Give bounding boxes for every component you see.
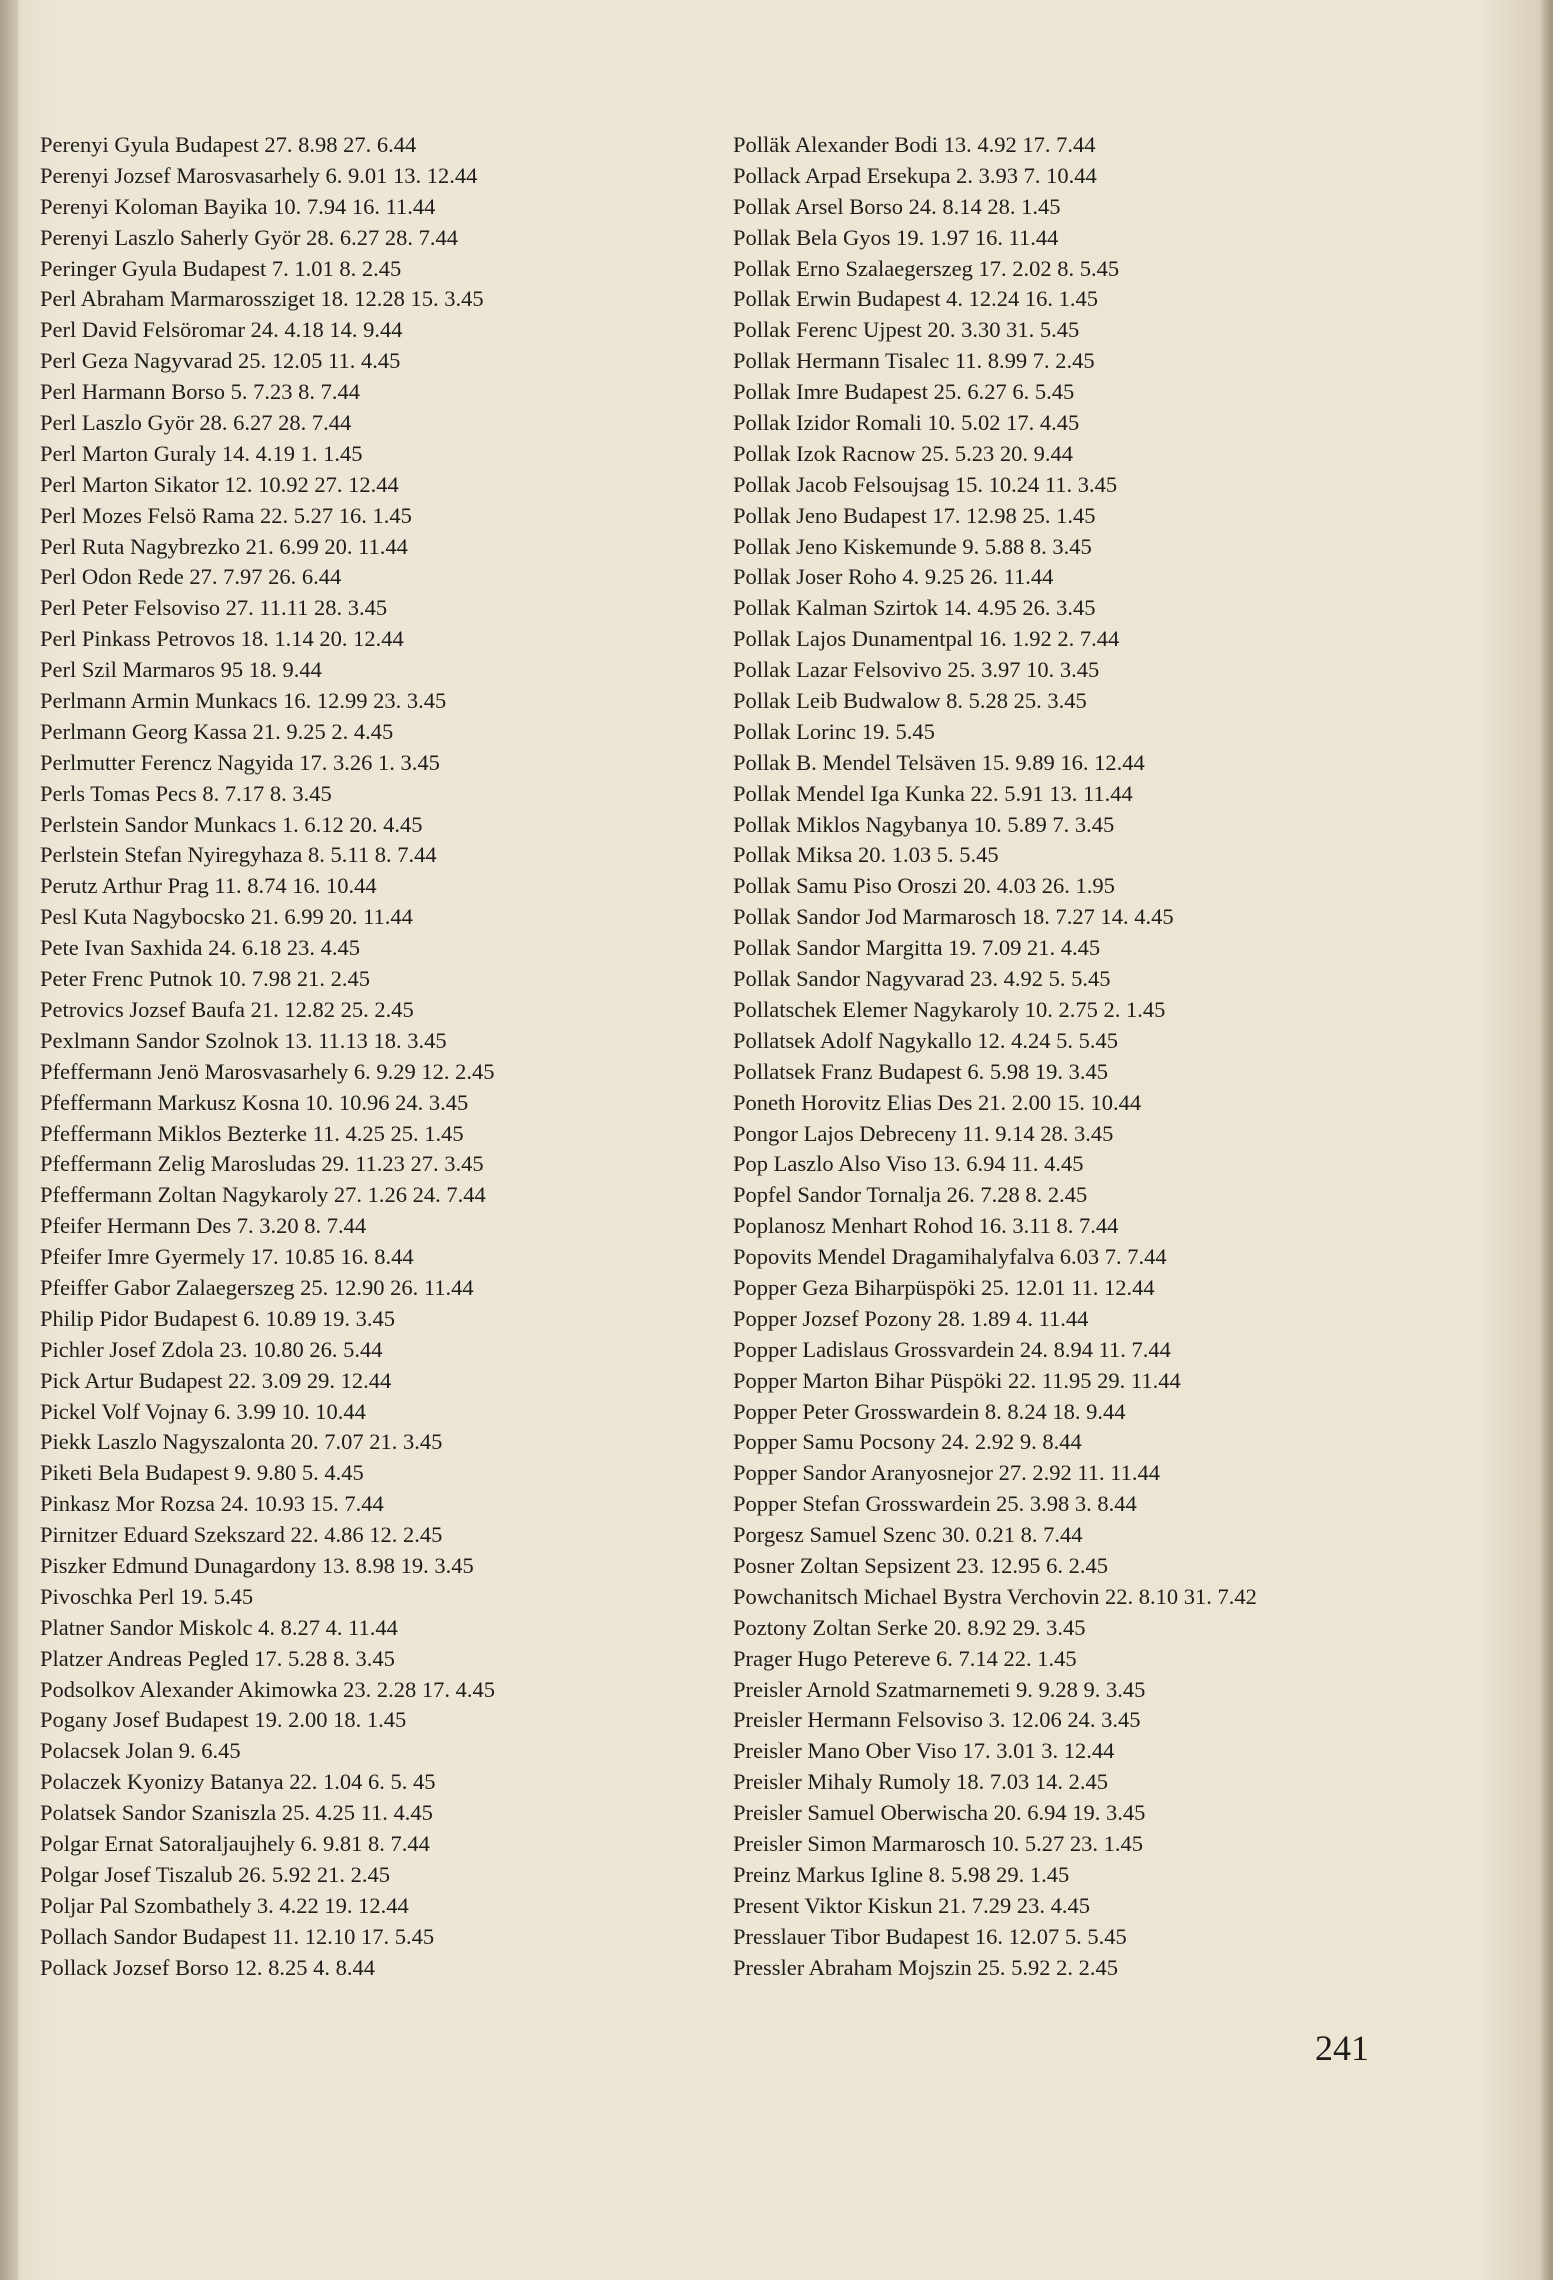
list-item: Peringer Gyula Budapest 7. 1.01 8. 2.45	[40, 255, 402, 281]
list-item: Popper Peter Grosswardein 8. 8.24 18. 9.44	[733, 1398, 1126, 1424]
list-item: Perenyi Koloman Bayika 10. 7.94 16. 11.44	[40, 193, 436, 219]
list-item: Poljar Pal Szombathely 3. 4.22 19. 12.44	[40, 1892, 409, 1918]
page-edge	[1539, 0, 1553, 2280]
list-item: Pfeifer Imre Gyermely 17. 10.85 16. 8.44	[40, 1244, 414, 1270]
list-item: Preisler Simon Marmarosch 10. 5.27 23. 1.45	[733, 1830, 1143, 1856]
list-item: Perl Geza Nagyvarad 25. 12.05 11. 4.45	[40, 348, 401, 374]
spine-shadow	[0, 0, 18, 2280]
list-item: Perl Mozes Felsö Rama 22. 5.27 16. 1.45	[40, 502, 412, 528]
list-item: Pivoschka Perl 19. 5.45	[40, 1583, 254, 1609]
list-item: Pfeffermann Markusz Kosna 10. 10.96 24. 3.45	[40, 1089, 469, 1115]
list-item: Preisler Samuel Oberwischa 20. 6.94 19. 3.45	[733, 1800, 1146, 1826]
list-item: Popfel Sandor Tornalja 26. 7.28 8. 2.45	[733, 1182, 1088, 1208]
list-item: Perlstein Sandor Munkacs 1. 6.12 20. 4.45	[40, 811, 423, 837]
list-item: Pollak Imre Budapest 25. 6.27 6. 5.45	[733, 379, 1075, 405]
list-item: Pollak Miksa 20. 1.03 5. 5.45	[733, 842, 999, 868]
list-item: Podsolkov Alexander Akimowka 23. 2.28 17. 4.45	[40, 1676, 495, 1702]
list-item: Pirnitzer Eduard Szekszard 22. 4.86 12. 2.45	[40, 1522, 443, 1548]
list-item: Perl Szil Marmaros 95 18. 9.44	[40, 657, 322, 683]
list-item: Piketi Bela Budapest 9. 9.80 5. 4.45	[40, 1460, 364, 1486]
list-item: Pexlmann Sandor Szolnok 13. 11.13 18. 3.45	[40, 1027, 447, 1053]
list-item: Perl David Felsöromar 24. 4.18 14. 9.44	[40, 317, 403, 343]
list-item: Polacsek Jolan 9. 6.45	[40, 1738, 241, 1764]
list-item: Preisler Arnold Szatmarnemeti 9. 9.28 9. 3.45	[733, 1676, 1146, 1702]
list-item: Pfeffermann Jenö Marosvasarhely 6. 9.29 12. 2.45	[40, 1058, 495, 1084]
list-item: Polläk Alexander Bodi 13. 4.92 17. 7.44	[733, 132, 1096, 157]
list-item: Powchanitsch Michael Bystra Verchovin 22. 8.10 31. 7.42	[733, 1583, 1257, 1609]
list-item: Preisler Mihaly Rumoly 18. 7.03 14. 2.45	[733, 1769, 1108, 1795]
list-item: Preisler Mano Ober Viso 17. 3.01 3. 12.44	[733, 1738, 1115, 1764]
list-item: Peter Frenc Putnok 10. 7.98 21. 2.45	[40, 966, 370, 992]
list-item: Pollak Jeno Kiskemunde 9. 5.88 8. 3.45	[733, 533, 1092, 559]
list-item: Posner Zoltan Sepsizent 23. 12.95 6. 2.45	[733, 1552, 1108, 1578]
list-item: Perl Odon Rede 27. 7.97 26. 6.44	[40, 564, 342, 590]
list-item: Pesl Kuta Nagybocsko 21. 6.99 20. 11.44	[40, 904, 413, 930]
list-item: Perl Laszlo Györ 28. 6.27 28. 7.44	[40, 410, 352, 436]
list-item: Pfeffermann Zelig Marosludas 29. 11.23 27. 3.45	[40, 1151, 484, 1177]
list-item: Pollak Arsel Borso 24. 8.14 28. 1.45	[733, 193, 1061, 219]
list-item: Pollak Samu Piso Oroszi 20. 4.03 26. 1.95	[733, 873, 1115, 899]
list-item: Perl Pinkass Petrovos 18. 1.14 20. 12.44	[40, 626, 404, 652]
list-item: Preinz Markus Igline 8. 5.98 29. 1.45	[733, 1861, 1070, 1887]
list-item: Pongor Lajos Debreceny 11. 9.14 28. 3.45	[733, 1120, 1114, 1146]
list-item: Polaczek Kyonizy Batanya 22. 1.04 6. 5. 45	[40, 1769, 436, 1795]
list-item: Pressler Abraham Mojszin 25. 5.92 2. 2.45	[733, 1954, 1118, 1980]
list-item: Perenyi Gyula Budapest 27. 8.98 27. 6.44	[40, 132, 417, 157]
list-item: Perl Peter Felsoviso 27. 11.11 28. 3.45	[40, 595, 388, 621]
list-item: Pollak Lazar Felsovivo 25. 3.97 10. 3.45	[733, 657, 1100, 683]
list-item: Pick Artur Budapest 22. 3.09 29. 12.44	[40, 1367, 392, 1393]
list-item: Pollak Jeno Budapest 17. 12.98 25. 1.45	[733, 502, 1096, 528]
list-item: Platner Sandor Miskolc 4. 8.27 4. 11.44	[40, 1614, 398, 1640]
list-item: Pollack Jozsef Borso 12. 8.25 4. 8.44	[40, 1954, 375, 1980]
list-item: Pfeffermann Zoltan Nagykaroly 27. 1.26 24. 7.44	[40, 1182, 486, 1208]
list-item: Perlstein Stefan Nyiregyhaza 8. 5.11 8. 7.44	[40, 842, 437, 868]
list-item: Philip Pidor Budapest 6. 10.89 19. 3.45	[40, 1305, 396, 1331]
list-item: Piekk Laszlo Nagyszalonta 20. 7.07 21. 3.45	[40, 1429, 443, 1455]
list-item: Prager Hugo Petereve 6. 7.14 22. 1.45	[733, 1645, 1077, 1671]
list-item: Perenyi Laszlo Saherly Györ 28. 6.27 28. 7.44	[40, 224, 459, 250]
list-item: Perl Ruta Nagybrezko 21. 6.99 20. 11.44	[40, 533, 408, 559]
list-item: Pinkasz Mor Rozsa 24. 10.93 15. 7.44	[40, 1491, 384, 1517]
list-item: Pollak Erno Szalaegerszeg 17. 2.02 8. 5.45	[733, 255, 1120, 281]
list-item: Pollak Joser Roho 4. 9.25 26. 11.44	[733, 564, 1054, 590]
list-item: Pfeiffer Gabor Zalaegerszeg 25. 12.90 26. 11.44	[40, 1274, 474, 1300]
list-item: Pfeifer Hermann Des 7. 3.20 8. 7.44	[40, 1213, 367, 1239]
list-item: Pollak Lajos Dunamentpal 16. 1.92 2. 7.44	[733, 626, 1120, 652]
list-item: Pfeffermann Miklos Bezterke 11. 4.25 25. 1.45	[40, 1120, 464, 1146]
list-item: Porgesz Samuel Szenc 30. 0.21 8. 7.44	[733, 1522, 1083, 1548]
list-item: Pop Laszlo Also Viso 13. 6.94 11. 4.45	[733, 1151, 1084, 1177]
list-item: Perl Marton Guraly 14. 4.19 1. 1.45	[40, 440, 363, 466]
list-item: Pollak Izidor Romali 10. 5.02 17. 4.45	[733, 410, 1080, 436]
list-item: Pollak Miklos Nagybanya 10. 5.89 7. 3.45	[733, 811, 1115, 837]
list-item: Popper Sandor Aranyosnejor 27. 2.92 11. 11.44	[733, 1460, 1161, 1486]
list-item: Preisler Hermann Felsoviso 3. 12.06 24. 3.45	[733, 1707, 1141, 1733]
list-item: Petrovics Jozsef Baufa 21. 12.82 25. 2.45	[40, 996, 414, 1022]
list-item: Poneth Horovitz Elias Des 21. 2.00 15. 10.44	[733, 1089, 1142, 1115]
list-item: Pollak Sandor Nagyvarad 23. 4.92 5. 5.45	[733, 966, 1111, 992]
list-item: Perl Harmann Borso 5. 7.23 8. 7.44	[40, 379, 360, 405]
list-item: Pogany Josef Budapest 19. 2.00 18. 1.45	[40, 1707, 407, 1733]
list-item: Pollak Mendel Iga Kunka 22. 5.91 13. 11.44	[733, 780, 1133, 806]
list-item: Perenyi Jozsef Marosvasarhely 6. 9.01 13. 12.44	[40, 162, 478, 188]
list-item: Pollak Kalman Szirtok 14. 4.95 26. 3.45	[733, 595, 1096, 621]
list-item: Pollak B. Mendel Telsäven 15. 9.89 16. 12.44	[733, 749, 1145, 775]
list-item: Popovits Mendel Dragamihalyfalva 6.03 7. 7.44	[733, 1244, 1167, 1270]
list-item: Pollatsek Adolf Nagykallo 12. 4.24 5. 5.45	[733, 1027, 1118, 1053]
right-column-list	[733, 130, 1453, 1983]
list-item: Polgar Ernat Satoraljaujhely 6. 9.81 8. 7.44	[40, 1830, 430, 1856]
list-item: Pichler Josef Zdola 23. 10.80 26. 5.44	[40, 1336, 383, 1362]
list-item: Popper Stefan Grosswardein 25. 3.98 3. 8.44	[733, 1491, 1137, 1517]
list-item: Pete Ivan Saxhida 24. 6.18 23. 4.45	[40, 935, 360, 961]
list-item: Popper Marton Bihar Püspöki 22. 11.95 29. 11.44	[733, 1367, 1181, 1393]
list-item: Pollach Sandor Budapest 11. 12.10 17. 5.45	[40, 1923, 435, 1949]
list-item: Present Viktor Kiskun 21. 7.29 23. 4.45	[733, 1892, 1090, 1918]
list-item: Pollak Sandor Margitta 19. 7.09 21. 4.45	[733, 935, 1101, 961]
list-item: Pollack Arpad Ersekupa 2. 3.93 7. 10.44	[733, 162, 1097, 188]
list-item: Polatsek Sandor Szaniszla 25. 4.25 11. 4.45	[40, 1800, 433, 1826]
list-item: Popper Jozsef Pozony 28. 1.89 4. 11.44	[733, 1305, 1089, 1331]
list-item: Platzer Andreas Pegled 17. 5.28 8. 3.45	[40, 1645, 395, 1671]
list-item: Perlmann Georg Kassa 21. 9.25 2. 4.45	[40, 718, 394, 744]
list-item: Popper Geza Biharpüspöki 25. 12.01 11. 12.44	[733, 1274, 1155, 1300]
list-item: Perlmutter Ferencz Nagyida 17. 3.26 1. 3.45	[40, 749, 440, 775]
list-item: Pollak Hermann Tisalec 11. 8.99 7. 2.45	[733, 348, 1095, 374]
list-item: Pollatschek Elemer Nagykaroly 10. 2.75 2. 1.45	[733, 996, 1166, 1022]
list-item: Popper Ladislaus Grossvardein 24. 8.94 11. 7.44	[733, 1336, 1171, 1362]
list-item: Pollak Leib Budwalow 8. 5.28 25. 3.45	[733, 688, 1087, 714]
list-item: Presslauer Tibor Budapest 16. 12.07 5. 5.45	[733, 1923, 1127, 1949]
list-item: Pollak Bela Gyos 19. 1.97 16. 11.44	[733, 224, 1059, 250]
list-item: Pickel Volf Vojnay 6. 3.99 10. 10.44	[40, 1398, 366, 1424]
list-item: Pollatsek Franz Budapest 6. 5.98 19. 3.45	[733, 1058, 1108, 1084]
list-item: Piszker Edmund Dunagardony 13. 8.98 19. 3.45	[40, 1552, 474, 1578]
list-item: Perl Abraham Marmarossziget 18. 12.28 15. 3.45	[40, 286, 484, 312]
left-column-list	[40, 130, 680, 1983]
list-item: Pollak Izok Racnow 25. 5.23 20. 9.44	[733, 440, 1073, 466]
list-item: Polgar Josef Tiszalub 26. 5.92 21. 2.45	[40, 1861, 391, 1887]
list-item: Pollak Sandor Jod Marmarosch 18. 7.27 14. 4.45	[733, 904, 1174, 930]
list-item: Poplanosz Menhart Rohod 16. 3.11 8. 7.44	[733, 1213, 1119, 1239]
list-item: Perl Marton Sikator 12. 10.92 27. 12.44	[40, 471, 399, 497]
list-item: Perlmann Armin Munkacs 16. 12.99 23. 3.45	[40, 688, 447, 714]
list-item: Poztony Zoltan Serke 20. 8.92 29. 3.45	[733, 1614, 1086, 1640]
list-item: Perutz Arthur Prag 11. 8.74 16. 10.44	[40, 873, 377, 899]
list-item: Pollak Erwin Budapest 4. 12.24 16. 1.45	[733, 286, 1098, 312]
page-number: 241	[1315, 2028, 1369, 2068]
list-item: Pollak Lorinc 19. 5.45	[733, 718, 935, 744]
list-item: Pollak Ferenc Ujpest 20. 3.30 31. 5.45	[733, 317, 1080, 343]
list-item: Popper Samu Pocsony 24. 2.92 9. 8.44	[733, 1429, 1082, 1455]
list-item: Perls Tomas Pecs 8. 7.17 8. 3.45	[40, 780, 332, 806]
list-item: Pollak Jacob Felsoujsag 15. 10.24 11. 3.45	[733, 471, 1118, 497]
